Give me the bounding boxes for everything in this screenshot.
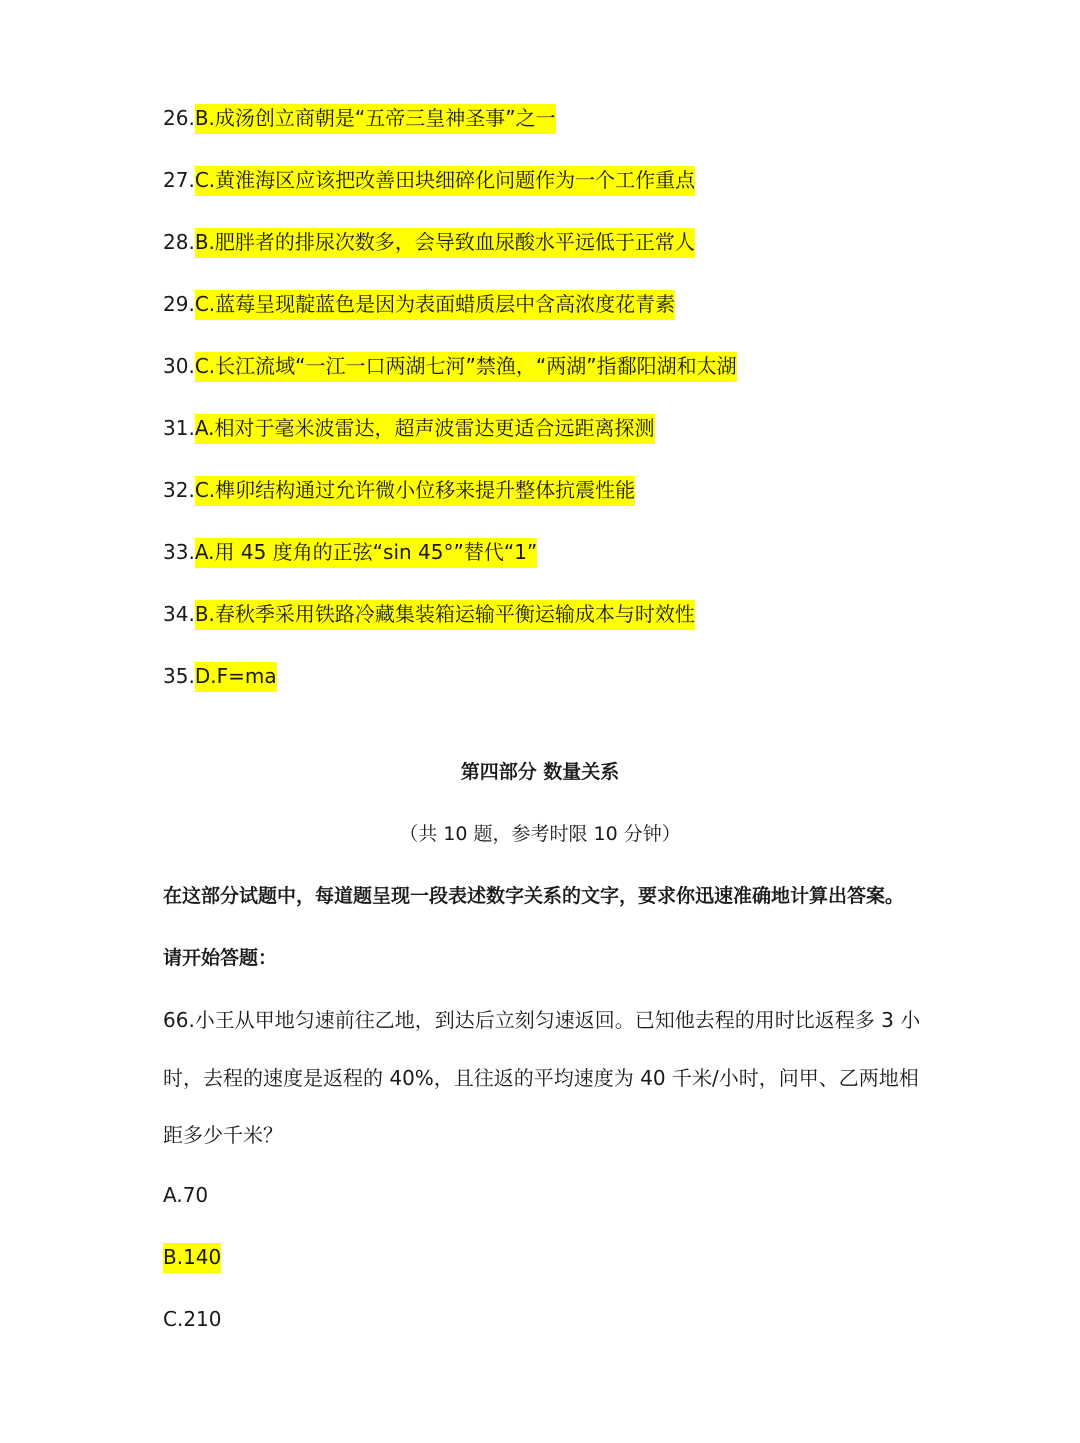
answer-number: 26. xyxy=(163,106,195,130)
question-text-line-3: 距多少千米？ xyxy=(163,1123,283,1147)
answer-line-32 xyxy=(163,474,635,506)
answer-line-35 xyxy=(163,660,277,692)
answer-number: 31. xyxy=(163,416,195,440)
answer-number: 32. xyxy=(163,478,195,502)
option-b xyxy=(163,1241,221,1273)
answer-line-26 xyxy=(163,102,556,134)
highlighted-answer: C.榫卯结构通过允许微小位移来提升整体抗震性能 xyxy=(195,476,635,506)
highlighted-answer: B.成汤创立商朝是“五帝三皇神圣事”之一 xyxy=(195,104,556,134)
highlighted-answer: B.春秋季采用铁路冷藏集装箱运输平衡运输成本与时效性 xyxy=(195,600,695,630)
answer-number: 29. xyxy=(163,292,195,316)
answer-number: 33. xyxy=(163,540,195,564)
answer-line-29 xyxy=(163,288,675,320)
answer-number: 34. xyxy=(163,602,195,626)
highlighted-answer: C.蓝莓呈现靛蓝色是因为表面蜡质层中含高浓度花青素 xyxy=(195,290,675,320)
section-instruction: 在这部分试题中，每道题呈现一段表述数字关系的文字，要求你迅速准确地计算出答案。 xyxy=(163,885,905,907)
answer-line-33 xyxy=(163,536,537,568)
highlighted-answer: A.用 45 度角的正弦“sin 45°”替代“1” xyxy=(195,538,537,568)
section-subtitle: （共 10 题，参考时限 10 分钟） xyxy=(399,823,681,845)
highlighted-answer: D.F=ma xyxy=(195,662,277,692)
highlighted-answer: C.长江流域“一江一口两湖七河”禁渔，“两湖”指鄱阳湖和太湖 xyxy=(195,352,737,382)
highlighted-answer: A.相对于毫米波雷达，超声波雷达更适合远距离探测 xyxy=(195,414,655,444)
answer-number: 27. xyxy=(163,168,195,192)
start-prompt: 请开始答题： xyxy=(163,947,278,969)
answer-number: 28. xyxy=(163,230,195,254)
answer-number: 35. xyxy=(163,664,195,688)
answer-number: 30. xyxy=(163,354,195,378)
answer-line-34 xyxy=(163,598,695,630)
answer-line-30 xyxy=(163,350,737,382)
highlighted-option: B.140 xyxy=(163,1243,221,1273)
answer-line-27 xyxy=(163,164,695,196)
option-c: C.210 xyxy=(163,1307,222,1331)
question-text-line-1: 66.小王从甲地匀速前往乙地，到达后立刻匀速返回。已知他去程的用时比返程多 3 小 xyxy=(163,1008,921,1032)
question-text-line-2: 时，去程的速度是返程的 40%，且往返的平均速度为 40 千米/小时，问甲、乙两地相 xyxy=(163,1066,919,1090)
highlighted-answer: B.肥胖者的排尿次数多，会导致血尿酸水平远低于正常人 xyxy=(195,228,695,258)
option-a: A.70 xyxy=(163,1183,209,1207)
section-title: 第四部分 数量关系 xyxy=(460,761,620,783)
answer-line-28 xyxy=(163,226,695,258)
answer-line-31 xyxy=(163,412,655,444)
highlighted-answer: C.黄淮海区应该把改善田块细碎化问题作为一个工作重点 xyxy=(195,166,695,196)
